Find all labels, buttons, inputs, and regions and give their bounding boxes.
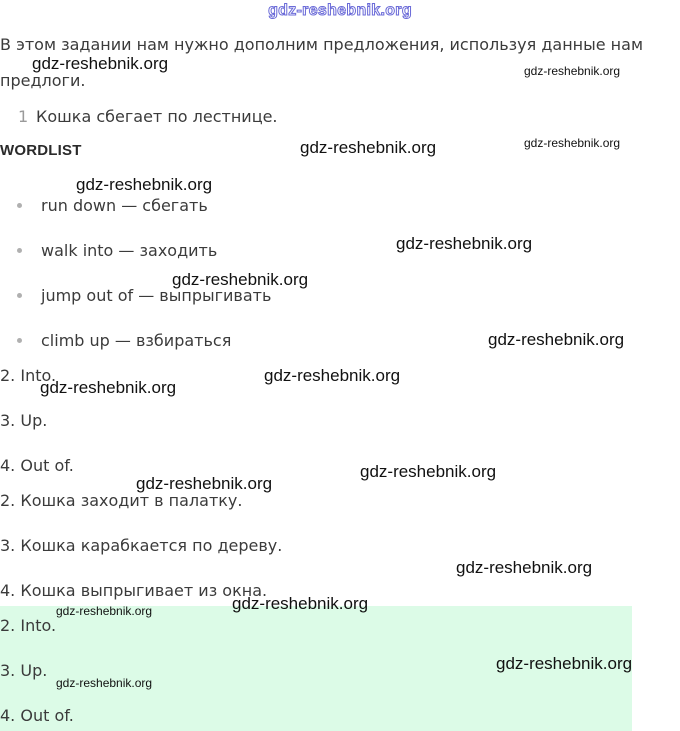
watermark: gdz-reshebnik.org [524, 64, 621, 78]
bullet-icon [17, 293, 22, 298]
watermark: gdz-reshebnik.org [488, 330, 625, 349]
watermark: gdz-reshebnik.org [360, 462, 497, 481]
watermark: gdz-reshebnik.org [56, 604, 153, 618]
wordlist-item: jump out of — выпрыгивать [41, 286, 272, 305]
answer-en: 4. Out of. [0, 456, 74, 475]
answer-block-item: 3. Up. [0, 661, 48, 680]
watermark: gdz-reshebnik.org [56, 676, 153, 690]
bullet-icon [17, 203, 22, 208]
answer-en: 2. Into. [0, 366, 57, 385]
bullet-icon [17, 248, 22, 253]
site-link[interactable]: gdz-reshebnik.org [268, 2, 412, 19]
intro-line-2: предлоги. [0, 71, 86, 90]
watermark: gdz-reshebnik.org [32, 54, 169, 73]
watermark: gdz-reshebnik.org [172, 270, 309, 289]
wordlist-item: climb up — взбираться [41, 331, 232, 350]
watermark: gdz-reshebnik.org [76, 175, 213, 194]
task-number: 1 [18, 107, 29, 126]
bullet-icon [17, 338, 22, 343]
answer-block-item: 2. Into. [0, 616, 57, 635]
watermark: gdz-reshebnik.org [40, 378, 177, 397]
watermark: gdz-reshebnik.org [300, 138, 437, 157]
answer-en: 3. Up. [0, 411, 48, 430]
wordlist-item: run down — сбегать [41, 196, 208, 215]
wordlist-item: walk into — заходить [41, 241, 218, 260]
watermark: gdz-reshebnik.org [264, 366, 401, 385]
watermark: gdz-reshebnik.org [524, 136, 621, 150]
answer-ru: 2. Кошка заходит в палатку. [0, 491, 243, 510]
watermark: gdz-reshebnik.org [136, 474, 273, 493]
task-text: Кошка сбегает по лестнице. [36, 107, 278, 126]
watermark: gdz-reshebnik.org [496, 654, 633, 673]
answer-ru: 4. Кошка выпрыгивает из окна. [0, 581, 268, 600]
answer-block-item: 4. Out of. [0, 706, 74, 725]
wordlist-heading: WORDLIST [0, 142, 82, 159]
answer-ru: 3. Кошка карабкается по дереву. [0, 536, 283, 555]
intro-line-1: В этом задании нам нужно дополним предложения, используя данные нам [0, 35, 644, 54]
watermark: gdz-reshebnik.org [232, 594, 369, 613]
watermark: gdz-reshebnik.org [396, 234, 533, 253]
watermark: gdz-reshebnik.org [456, 558, 593, 577]
